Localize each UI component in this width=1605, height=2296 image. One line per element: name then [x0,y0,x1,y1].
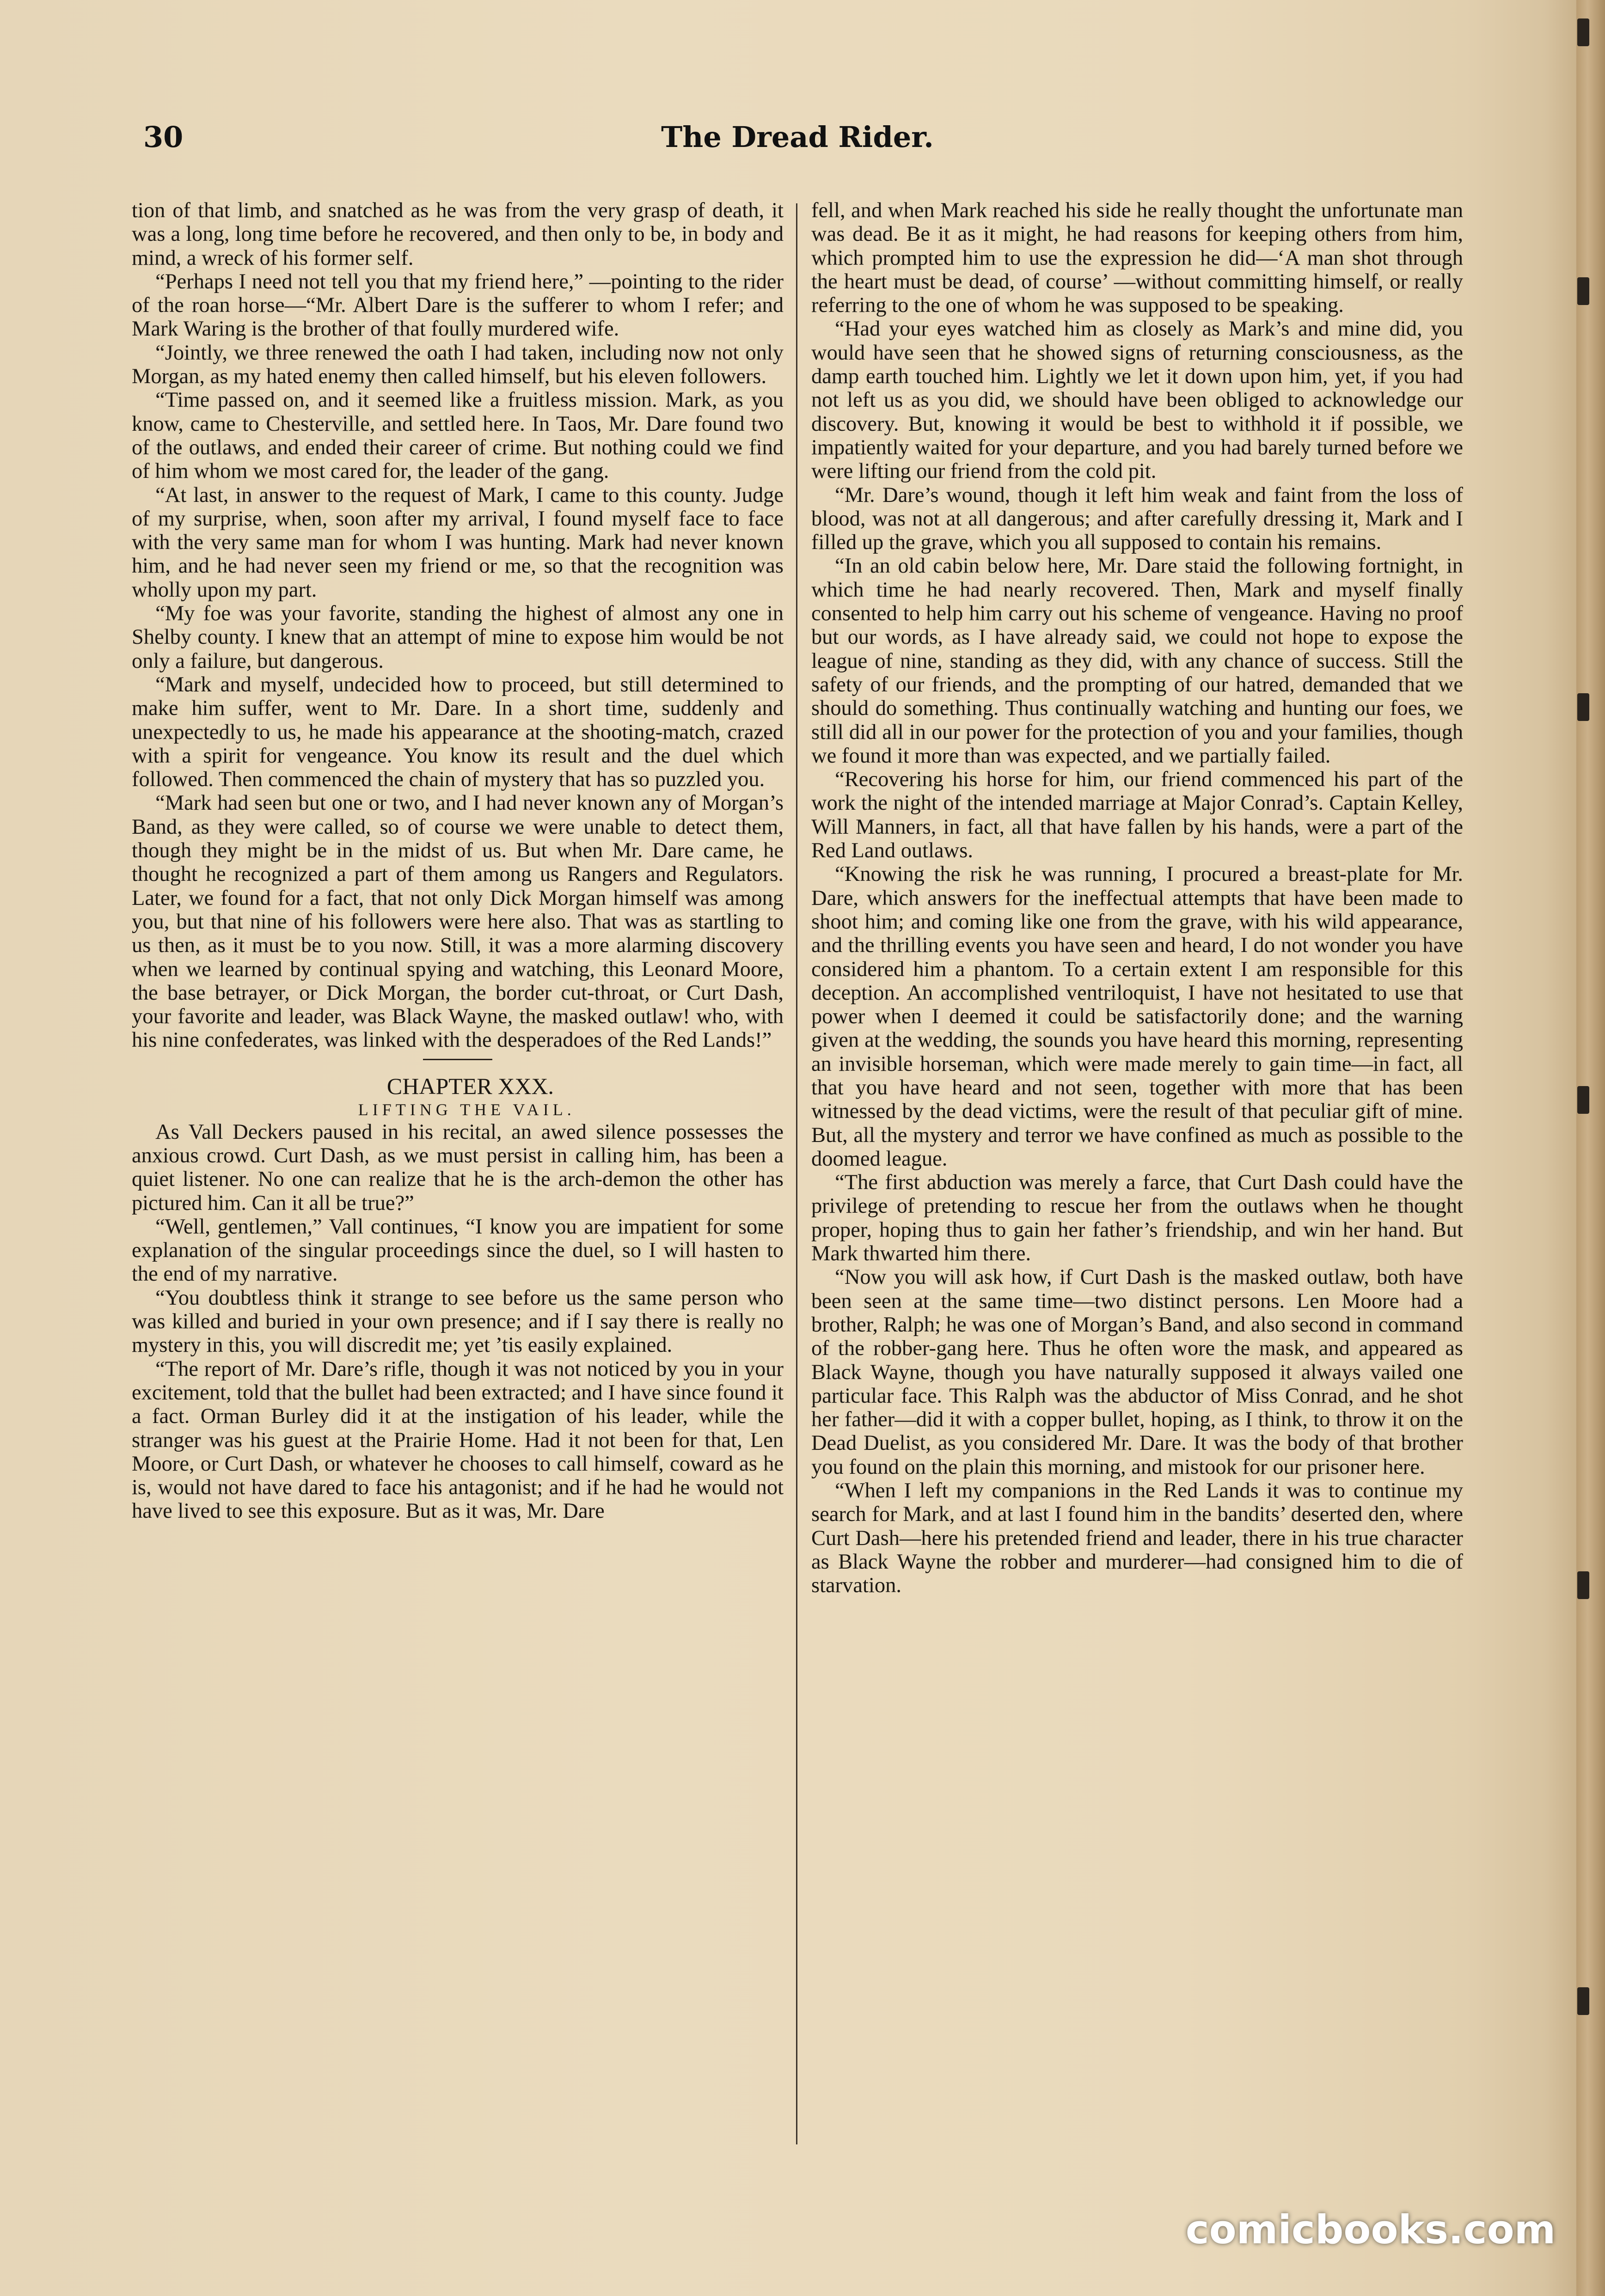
section-rule [423,1059,492,1060]
paragraph: “Mark and myself, undecided how to proceed, but still determined to make him suffer, went to Mr. Dare. In a short time, suddenly and unexpectedly to us, he made his appearance at the shooting-match, crazed with a spirit for vengeance. You know its result and the duel which followed. Then commenced the chain of mystery that has so puzzled you. [132,672,784,792]
paragraph: “Mr. Dare’s wound, though it left him weak and faint from the loss of blood, was not at all dangerous; and after carefully dressing it, Mark and I filled up the grave, which you all supposed to contain his remains. [811,483,1463,555]
paragraph: “The first abduction was merely a farce, that Curt Dash could have the privilege of pretending to rescue her from the outlaws when he thought proper, hoping thus to gain her father’s friendship, and win her hand. But Mark thwarted him there. [811,1171,1463,1266]
chapter-title: CHAPTER XXX. [386,1073,554,1099]
page-number: 30 [143,120,184,154]
binding-stitch [1577,1987,1589,2015]
right-column [811,199,1463,2149]
chapter-subtitle: LIFTING THE VAIL. [358,1100,576,1119]
paragraph: “At last, in answer to the request of Mark, I came to this county. Judge of my surprise, when, soon after my arrival, I found myself face to face with the very same man for whom I was hunting. Mark had never known him, and he had never seen my friend or me, so that the recognition was wholly upon my part. [132,483,784,602]
watermark: comicbooks.com [1185,2207,1556,2253]
left-column [132,199,784,2149]
paragraph: “In an old cabin below here, Mr. Dare staid the following fortnight, in which time he had nearly recovered. Then, Mark and myself finally consented to help him carry out his scheme of vengeance. Having no proof but our words, as I have already said, we could not hope to expose the league of nine, standing as they did, with any chance of success. Still the safety of our friends, and the prompting of our hatred, demanded that we should do something. Thus continually watching and hunting our foes, we still did all in our power for the protection of you and your families, though we found it more than was expected, and we partially failed. [811,554,1463,768]
page-binding [1576,0,1605,2296]
paragraph: “Perhaps I need not tell you that my friend here,” —pointing to the rider of the roan horse—“Mr. Albert Dare is the sufferer to whom I refer; and Mark Waring is the brother of that foully murdered wife. [132,269,784,341]
paragraph: “Time passed on, and it seemed like a fruitless mission. Mark, as you know, came to Chesterville, and settled here. In Taos, Mr. Dare found two of the outlaws, and ended their career of crime. But nothing could we find of him whom we most cared for, the leader of the gang. [132,388,784,483]
column-divider [796,203,797,2144]
paragraph: “Recovering his horse for him, our friend commenced his part of the work the night of the intended marriage at Major Conrad’s. Captain Kelley, Will Manners, in fact, all that have fallen by his hands, were a part of the Red Land outlaws. [811,768,1463,863]
paragraph: “Mark had seen but one or two, and I had never known any of Morgan’s Band, as they were called, so of course we were unable to detect them, though they might be in the midst of us. But when Mr. Dare came, he thought he recognized a part of them among us Rangers and Regulators. Later, we found for a fact, that not only Dick Morgan himself was among you, but that nine of his followers were here also. That was as startling to us then, as it must be to you now. Still, it was a more alarming discovery when we learned by continual spying and watching, this Leonard Moore, the base betrayer, or Dick Morgan, the border cut-throat, or Curt Dash, your favorite and leader, was Black Wayne, the masked outlaw! who, with his nine confederates, was linked with the desperadoes of the Red Lands!” [132,791,784,1052]
paragraph: “Knowing the risk he was running, I procured a breast-plate for Mr. Dare, which answers for the ineffectual attempts that have been made to shoot him; and coming like one from the grave, with his wild appearance, and the thrilling events you have seen and heard, I do not wonder you have considered him a phantom. To a certain extent I am responsible for this deception. An accomplished ventriloquist, I have not hesitated to use that power when I deemed it could be satisfactorily done; and the warning given at the wedding, the sounds you have heard this morning, representing an invisible horseman, which were made merely to gain time—in fact, all that you have heard and not seen, together with more that has been witnessed by the dead victims, were the result of that peculiar gift of mine. But, all the mystery and terror we have confined as much as possible to the doomed league. [811,862,1463,1171]
paragraph: tion of that limb, and snatched as he was from the very grasp of death, it was a long, long time before he recovered, and then only to be, in body and mind, a wreck of his former self. [132,199,784,270]
paragraph: “The report of Mr. Dare’s rifle, though it was not noticed by you in your excitement, told that the bullet had been extracted; and I have since found it a fact. Orman Burley did it at the instigation of his leader, while the stranger was his guest at the Prairie Home. Had it not been for that, Len Moore, or Curt Dash, or whatever he chooses to call himself, coward as he is, would not have dared to face his antagonist; and if he had he would not have lived to see this exposure. But as it was, Mr. Dare [132,1357,784,1523]
paragraph: “When I left my companions in the Red Lands it was to continue my search for Mark, and at last I found him in the bandits’ deserted den, where Curt Dash—here his pretended friend and leader, there in his true character as Black Wayne the robber and murderer—had consigned him to die of starvation. [811,1479,1463,1598]
paragraph: “Well, gentlemen,” Vall continues, “I know you are impatient for some explanation of the singular proceedings since the duel, so I will hasten to the end of my narrative. [132,1215,784,1286]
paragraph: “You doubtless think it strange to see before us the same person who was killed and buried in your own presence; and if I say there is really no mystery in this, you will discredit me; yet ’tis easily explained. [132,1286,784,1357]
binding-stitch [1577,1571,1589,1599]
binding-stitch [1577,277,1589,305]
page-header [139,120,1456,171]
paragraph: “My foe was your favorite, standing the highest of almost any one in Shelby county. I knew that an attempt of mine to expose him would be not only a failure, but dangerous. [132,602,784,673]
paragraph: “Jointly, we three renewed the oath I had taken, including now not only Morgan, as my hated enemy then called himself, but his eleven followers. [132,341,784,389]
running-title: The Dread Rider. [661,120,934,154]
binding-stitch [1577,1086,1589,1114]
binding-stitch [1577,18,1589,46]
paragraph: “Had your eyes watched him as closely as Mark’s and mine did, you would have seen that he showed signs of returning consciousness, as the damp earth touched him. Lightly we let it down upon him, yet, if you had not left us as you did, we should have been obliged to acknowledge our discovery. But, knowing it would be best to withhold it if possible, we impatiently waited for your departure, and you had barely turned before we were lifting our friend from the cold pit. [811,317,1463,483]
paragraph: As Vall Deckers paused in his recital, an awed silence possesses the anxious crowd. Curt Dash, as we must persist in calling him, has been a quiet listener. No one can realize that he is the arch-demon the other has pictured him. Can it all be true?” [132,1120,784,1215]
paragraph: fell, and when Mark reached his side he really thought the unfortunate man was dead. Be it as it might, he had reasons for keeping others from him, which prompted him to use the expression he did—‘A man shot through the heart must be dead, of course’ —without committing himself, or really referring to the one of whom he was supposed to be speaking. [811,199,1463,318]
paragraph: “Now you will ask how, if Curt Dash is the masked outlaw, both have been seen at the same time—two distinct persons. Len Moore had a brother, Ralph; he was one of Morgan’s Band, and also second in command of the robber-gang here. Thus he often wore the mask, and appeared as Black Wayne, though you have naturally supposed it always vailed one particular face. This Ralph was the abductor of Miss Conrad, and he shot her father—did it with a copper bullet, hoping, as I think, to throw it on the Dead Duelist, as you considered Mr. Dare. It was the body of that brother you found on the plain this morning, and mistook for our prisoner here. [811,1265,1463,1479]
binding-stitch [1577,693,1589,721]
